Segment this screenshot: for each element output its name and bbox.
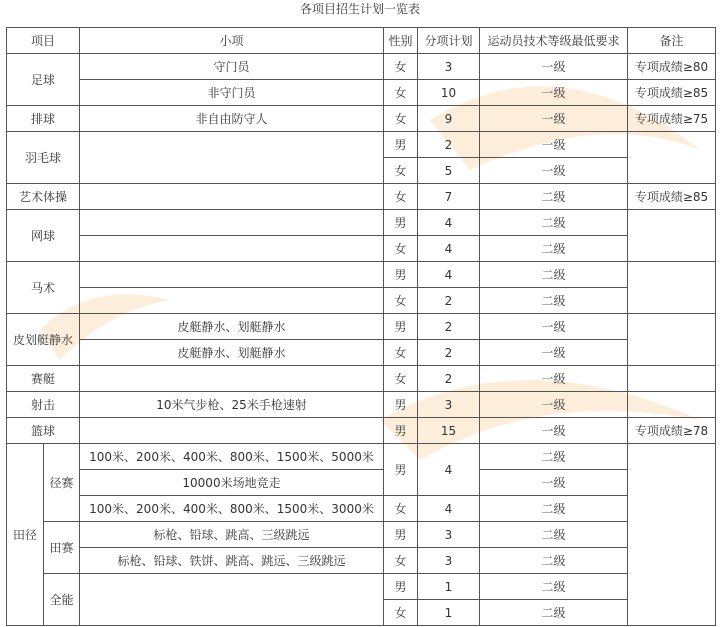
table-row xyxy=(7,210,716,236)
note xyxy=(628,366,716,392)
plan: 1 xyxy=(418,574,480,600)
project-name: 羽毛球 xyxy=(7,132,80,184)
plan: 4 xyxy=(418,210,480,236)
enrollment-plan-table xyxy=(6,27,716,626)
plan: 3 xyxy=(418,392,480,418)
sub-item xyxy=(80,184,384,210)
level: 一级 xyxy=(480,132,628,158)
sub-item: 10米气步枪、25米手枪速射 xyxy=(80,392,384,418)
header-plan: 分项计划 xyxy=(418,28,480,54)
gender: 女 xyxy=(384,106,418,132)
level: 一级 xyxy=(480,366,628,392)
plan: 7 xyxy=(418,184,480,210)
plan: 3 xyxy=(418,54,480,80)
gender: 男 xyxy=(384,418,418,444)
sub-category: 田赛 xyxy=(44,522,80,574)
gender: 女 xyxy=(384,366,418,392)
sub-item: 100米、200米、400米、800米、1500米、5000米 xyxy=(80,444,384,470)
gender: 男 xyxy=(384,522,418,548)
sub-item xyxy=(80,262,384,288)
level: 一级 xyxy=(480,470,628,496)
gender: 女 xyxy=(384,236,418,262)
gender: 男 xyxy=(384,392,418,418)
plan: 2 xyxy=(418,288,480,314)
note: 专项成绩≥75 xyxy=(628,106,716,132)
gender: 男 xyxy=(384,132,418,158)
gender: 男 xyxy=(384,314,418,340)
sub-item: 守门员 xyxy=(80,54,384,80)
note xyxy=(628,444,716,626)
gender: 男 xyxy=(384,210,418,236)
sub-item xyxy=(80,210,384,236)
note xyxy=(628,314,716,366)
header-level: 运动员技术等级最低要求 xyxy=(480,28,628,54)
plan: 3 xyxy=(418,548,480,574)
table-row xyxy=(7,288,716,314)
sub-item xyxy=(80,574,384,626)
gender: 女 xyxy=(384,158,418,184)
plan: 4 xyxy=(418,496,480,522)
gender: 女 xyxy=(384,288,418,314)
level: 一级 xyxy=(480,314,628,340)
project-name: 足球 xyxy=(7,54,80,106)
level: 二级 xyxy=(480,184,628,210)
plan: 10 xyxy=(418,80,480,106)
gender: 男 xyxy=(384,444,418,496)
table-row xyxy=(7,132,716,158)
header-note: 备注 xyxy=(628,28,716,54)
level: 一级 xyxy=(480,158,628,184)
table-row xyxy=(7,418,716,444)
project-name: 艺术体操 xyxy=(7,184,80,210)
sub-item: 非自由防守人 xyxy=(80,106,384,132)
gender: 女 xyxy=(384,184,418,210)
note: 专项成绩≥78 xyxy=(628,418,716,444)
table-row xyxy=(7,106,716,132)
project-name: 皮划艇静水 xyxy=(7,314,80,366)
plan: 5 xyxy=(418,158,480,184)
project-name: 马术 xyxy=(7,262,80,314)
project-name: 赛艇 xyxy=(7,366,80,392)
sub-item xyxy=(80,366,384,392)
gender: 女 xyxy=(384,496,418,522)
sub-item: 100米、200米、400米、800米、1500米、3000米 xyxy=(80,496,384,522)
sub-item xyxy=(80,418,384,444)
plan: 3 xyxy=(418,522,480,548)
sub-item xyxy=(80,236,384,262)
level: 一级 xyxy=(480,418,628,444)
plan: 15 xyxy=(418,418,480,444)
project-name: 网球 xyxy=(7,210,80,262)
level: 一级 xyxy=(480,80,628,106)
sub-item: 皮艇静水、划艇静水 xyxy=(80,340,384,366)
note xyxy=(628,262,716,314)
gender: 男 xyxy=(384,574,418,600)
table-row xyxy=(7,314,716,340)
table-row xyxy=(7,548,716,574)
gender: 女 xyxy=(384,54,418,80)
project-name: 射击 xyxy=(7,392,80,418)
gender: 女 xyxy=(384,600,418,626)
note: 专项成绩≥85 xyxy=(628,80,716,106)
table-row xyxy=(7,522,716,548)
level: 二级 xyxy=(480,496,628,522)
level: 二级 xyxy=(480,444,628,470)
sub-item: 皮艇静水、划艇静水 xyxy=(80,314,384,340)
table-row xyxy=(7,262,716,288)
level: 一级 xyxy=(480,392,628,418)
sub-item: 10000米场地竞走 xyxy=(80,470,384,496)
level: 一级 xyxy=(480,106,628,132)
plan: 2 xyxy=(418,366,480,392)
plan: 9 xyxy=(418,106,480,132)
sub-item xyxy=(80,288,384,314)
header-gender: 性别 xyxy=(384,28,418,54)
plan: 1 xyxy=(418,600,480,626)
level: 二级 xyxy=(480,600,628,626)
note: 专项成绩≥80 xyxy=(628,54,716,80)
level: 二级 xyxy=(480,548,628,574)
gender: 男 xyxy=(384,262,418,288)
sub-category: 全能 xyxy=(44,574,80,626)
gender: 女 xyxy=(384,80,418,106)
table-row xyxy=(7,392,716,418)
level: 一级 xyxy=(480,54,628,80)
project-name: 排球 xyxy=(7,106,80,132)
level: 二级 xyxy=(480,236,628,262)
gender: 女 xyxy=(384,340,418,366)
table-row xyxy=(7,470,716,496)
sub-item xyxy=(80,132,384,184)
table-row xyxy=(7,496,716,522)
header-project: 项目 xyxy=(7,28,80,54)
note xyxy=(628,132,716,184)
sub-item: 标枪、铅球、跳高、三级跳远 xyxy=(80,522,384,548)
plan: 4 xyxy=(418,262,480,288)
sub-item: 非守门员 xyxy=(80,80,384,106)
level: 二级 xyxy=(480,522,628,548)
table-row xyxy=(7,80,716,106)
note xyxy=(628,210,716,262)
table-row xyxy=(7,340,716,366)
plan: 4 xyxy=(418,444,480,496)
table-header-row xyxy=(7,28,716,54)
page-title: 各项目招生计划一览表 xyxy=(299,2,420,16)
plan: 2 xyxy=(418,314,480,340)
gender: 女 xyxy=(384,548,418,574)
sub-item: 标枪、铅球、铁饼、跳高、跳远、三级跳远 xyxy=(80,548,384,574)
project-name: 田径 xyxy=(7,444,44,626)
level: 二级 xyxy=(480,574,628,600)
level: 二级 xyxy=(480,288,628,314)
table-row xyxy=(7,444,716,470)
level: 一级 xyxy=(480,340,628,366)
note: 专项成绩≥85 xyxy=(628,184,716,210)
level: 二级 xyxy=(480,210,628,236)
table-row xyxy=(7,574,716,600)
header-sub: 小项 xyxy=(80,28,384,54)
sub-category: 径赛 xyxy=(44,444,80,522)
plan: 2 xyxy=(418,132,480,158)
plan: 4 xyxy=(418,236,480,262)
plan: 2 xyxy=(418,340,480,366)
table-row xyxy=(7,184,716,210)
level: 二级 xyxy=(480,262,628,288)
table-row xyxy=(7,54,716,80)
table-row xyxy=(7,236,716,262)
table-row xyxy=(7,366,716,392)
note xyxy=(628,392,716,418)
project-name: 篮球 xyxy=(7,418,80,444)
